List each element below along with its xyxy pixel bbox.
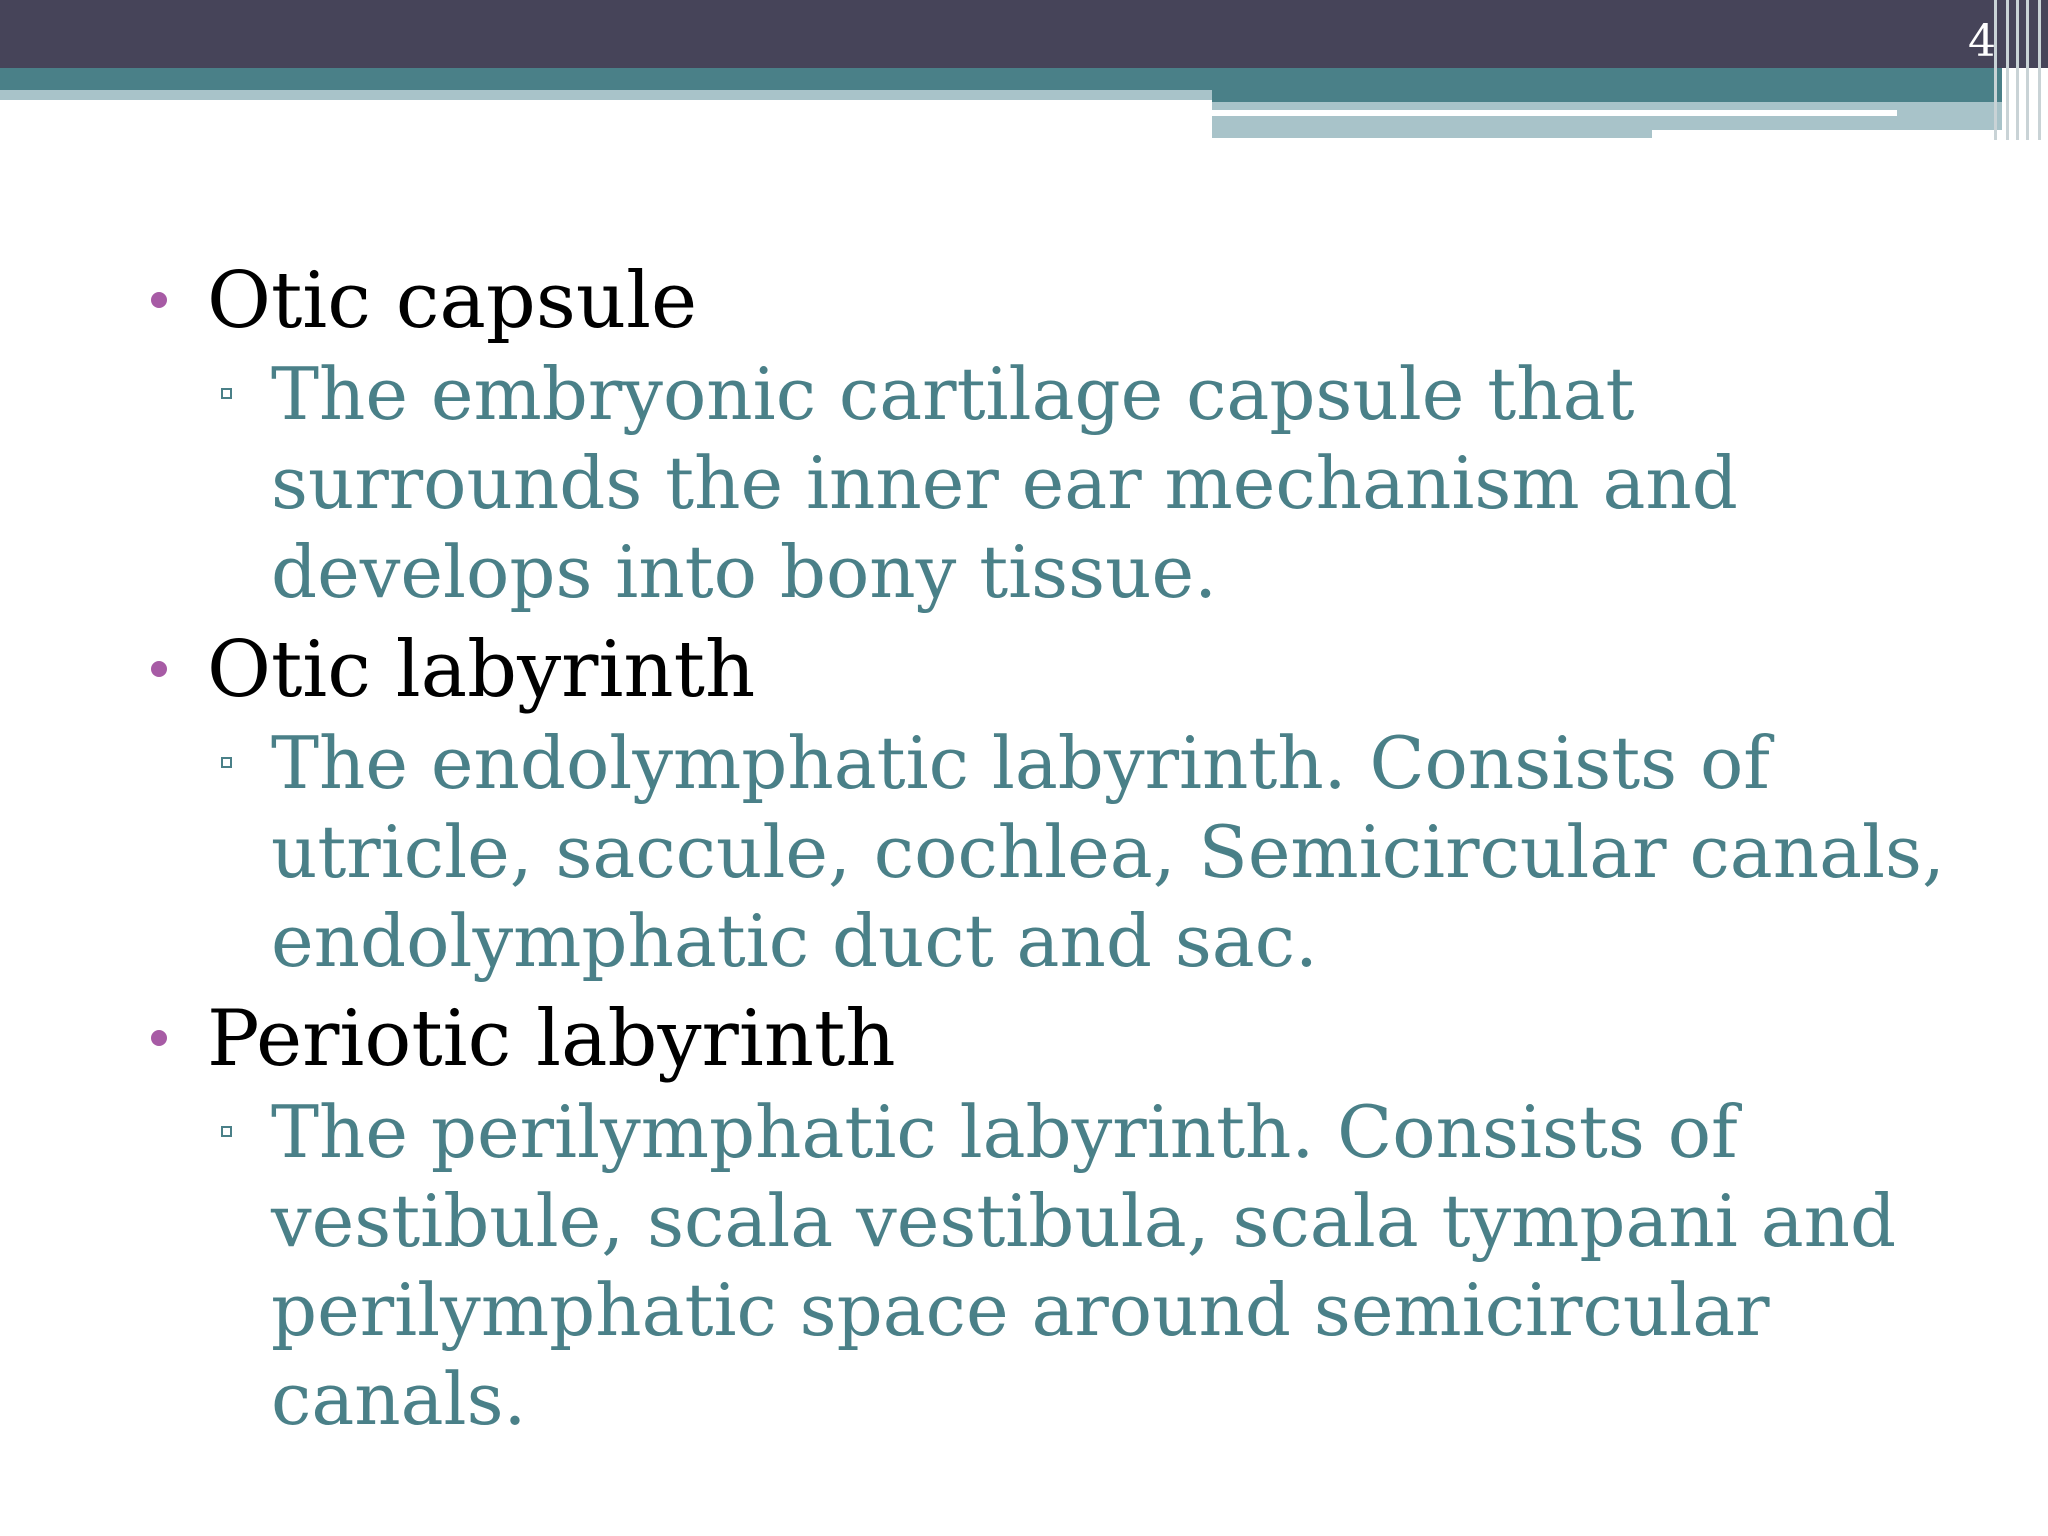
sub-bullet xyxy=(145,719,1971,986)
heading-text: Otic capsule xyxy=(207,256,698,346)
square-bullet-icon xyxy=(221,757,232,768)
bullet-heading xyxy=(145,621,1945,719)
square-bullet-icon xyxy=(221,1126,232,1137)
header-accent-band xyxy=(1212,102,2002,130)
bullet-dot-icon xyxy=(151,661,167,677)
header-accent-block xyxy=(1212,68,2002,102)
list-item xyxy=(145,621,1945,986)
bullet-dot-icon xyxy=(151,1030,167,1046)
list-item xyxy=(145,990,1945,1444)
detail-text: The endolymphatic labyrinth. Consists of utricle, saccule, cochlea, Semicircular canals, endolymphatic duct and sac. xyxy=(271,721,1945,983)
bullet-heading xyxy=(145,990,1945,1088)
header-accent-stripe xyxy=(0,68,1212,90)
header-accent-band-lower xyxy=(1212,130,1652,138)
header-divider-gap xyxy=(1652,130,2002,138)
header-bar xyxy=(0,0,2048,68)
sub-bullet xyxy=(145,350,1971,617)
bullet-list xyxy=(145,252,1945,1448)
bullet-heading xyxy=(145,252,1945,350)
header-accent-stripe-light xyxy=(0,90,1212,100)
heading-text: Otic labyrinth xyxy=(207,625,756,715)
bullet-dot-icon xyxy=(151,292,167,308)
detail-text: The embryonic cartilage capsule that surrounds the inner ear mechanism and develops into bony tissue. xyxy=(271,352,1738,614)
square-bullet-icon xyxy=(221,388,232,399)
heading-text: Periotic labyrinth xyxy=(207,994,896,1084)
slide-number: 4 xyxy=(1968,16,1996,67)
sub-bullet xyxy=(145,1088,1971,1444)
header-divider-line xyxy=(1212,110,1897,116)
detail-text: The perilymphatic labyrinth. Consists of vestibule, scala vestibula, scala tympani and perilymphatic space around semicircular canals. xyxy=(271,1090,1897,1441)
list-item xyxy=(145,252,1945,617)
